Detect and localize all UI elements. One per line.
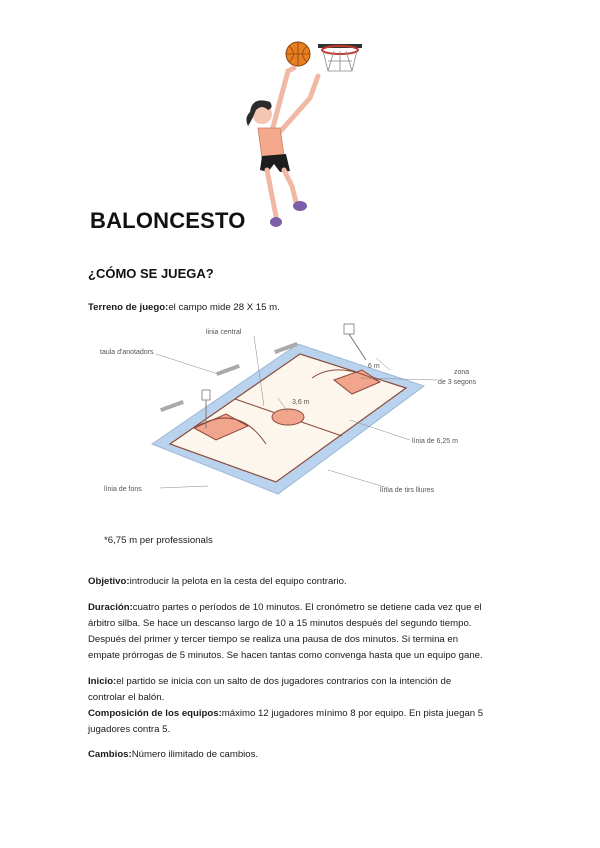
label-3-segons: de 3 segons bbox=[438, 379, 477, 386]
basketball-court-diagram bbox=[98, 316, 494, 516]
label-linia-central: linia central bbox=[206, 329, 242, 336]
inicio-line-1: el partido se inicia con un salto de dos jugadores contrarios con la intención de bbox=[116, 676, 452, 687]
terreno-paragraph bbox=[88, 300, 280, 316]
label-linia-625: línia de 6,25 m bbox=[412, 438, 458, 445]
terreno-label: Terreno de juego: bbox=[88, 302, 169, 313]
label-3-6m: 3,6 m bbox=[292, 399, 310, 406]
professional-note: *6,75 m per professionals bbox=[104, 535, 213, 546]
inicio-paragraph bbox=[88, 674, 518, 706]
objetivo-label: Objetivo: bbox=[88, 576, 130, 587]
basketball-hoop-icon bbox=[318, 44, 362, 71]
label-tirs-lliures: línia de tirs lliures bbox=[380, 487, 435, 494]
duracion-paragraph bbox=[88, 600, 518, 664]
label-taula-anotadors: taula d'anotadors bbox=[100, 349, 154, 356]
duracion-line-1: cuatro partes o períodos de 10 minutos. El cronómetro se detiene cada vez que el bbox=[132, 602, 482, 613]
inicio-line-2: controlar el balón. bbox=[88, 692, 165, 703]
duracion-line-4: empate prórrogas de 5 minutos. Se hacen tantas como convenga hasta que un equipo gane. bbox=[88, 650, 483, 661]
cambios-label: Cambios: bbox=[88, 749, 132, 760]
label-zona: zona bbox=[454, 369, 470, 376]
page-title: BALONCESTO bbox=[90, 208, 246, 233]
composicion-line-2: jugadores contra 5. bbox=[88, 724, 171, 735]
composicion-paragraph bbox=[88, 706, 518, 738]
basketball-icon bbox=[286, 42, 310, 66]
label-6m: 6 m bbox=[368, 363, 380, 370]
cambios-text: Número ilimitado de cambios. bbox=[131, 749, 259, 760]
duracion-label: Duración: bbox=[88, 602, 133, 613]
objetivo-text: introducir la pelota en la cesta del equipo contrario. bbox=[129, 576, 347, 587]
duracion-line-3: Después del primer y tercer tiempo se realiza una pausa de dos minutos. Si termina en bbox=[88, 634, 459, 645]
cambios-paragraph bbox=[88, 747, 518, 763]
composicion-label: Composición de los equipos: bbox=[88, 708, 222, 719]
inicio-label: Inicio: bbox=[88, 676, 117, 687]
terreno-text: el campo mide 28 X 15 m. bbox=[168, 302, 280, 313]
section-heading: ¿CÓMO SE JUEGA? bbox=[88, 266, 214, 281]
composicion-line-1: máximo 12 jugadores mínimo 8 por equipo. En pista juegan 5 bbox=[221, 708, 484, 719]
label-linia-fons: línia de fons bbox=[104, 486, 142, 493]
basketball-player-illustration bbox=[222, 36, 372, 236]
duracion-line-2: árbitro silba. Se hace un descanso largo de 10 a 15 minutos después del segundo tiempo. bbox=[88, 618, 472, 629]
objetivo-paragraph bbox=[88, 574, 518, 590]
